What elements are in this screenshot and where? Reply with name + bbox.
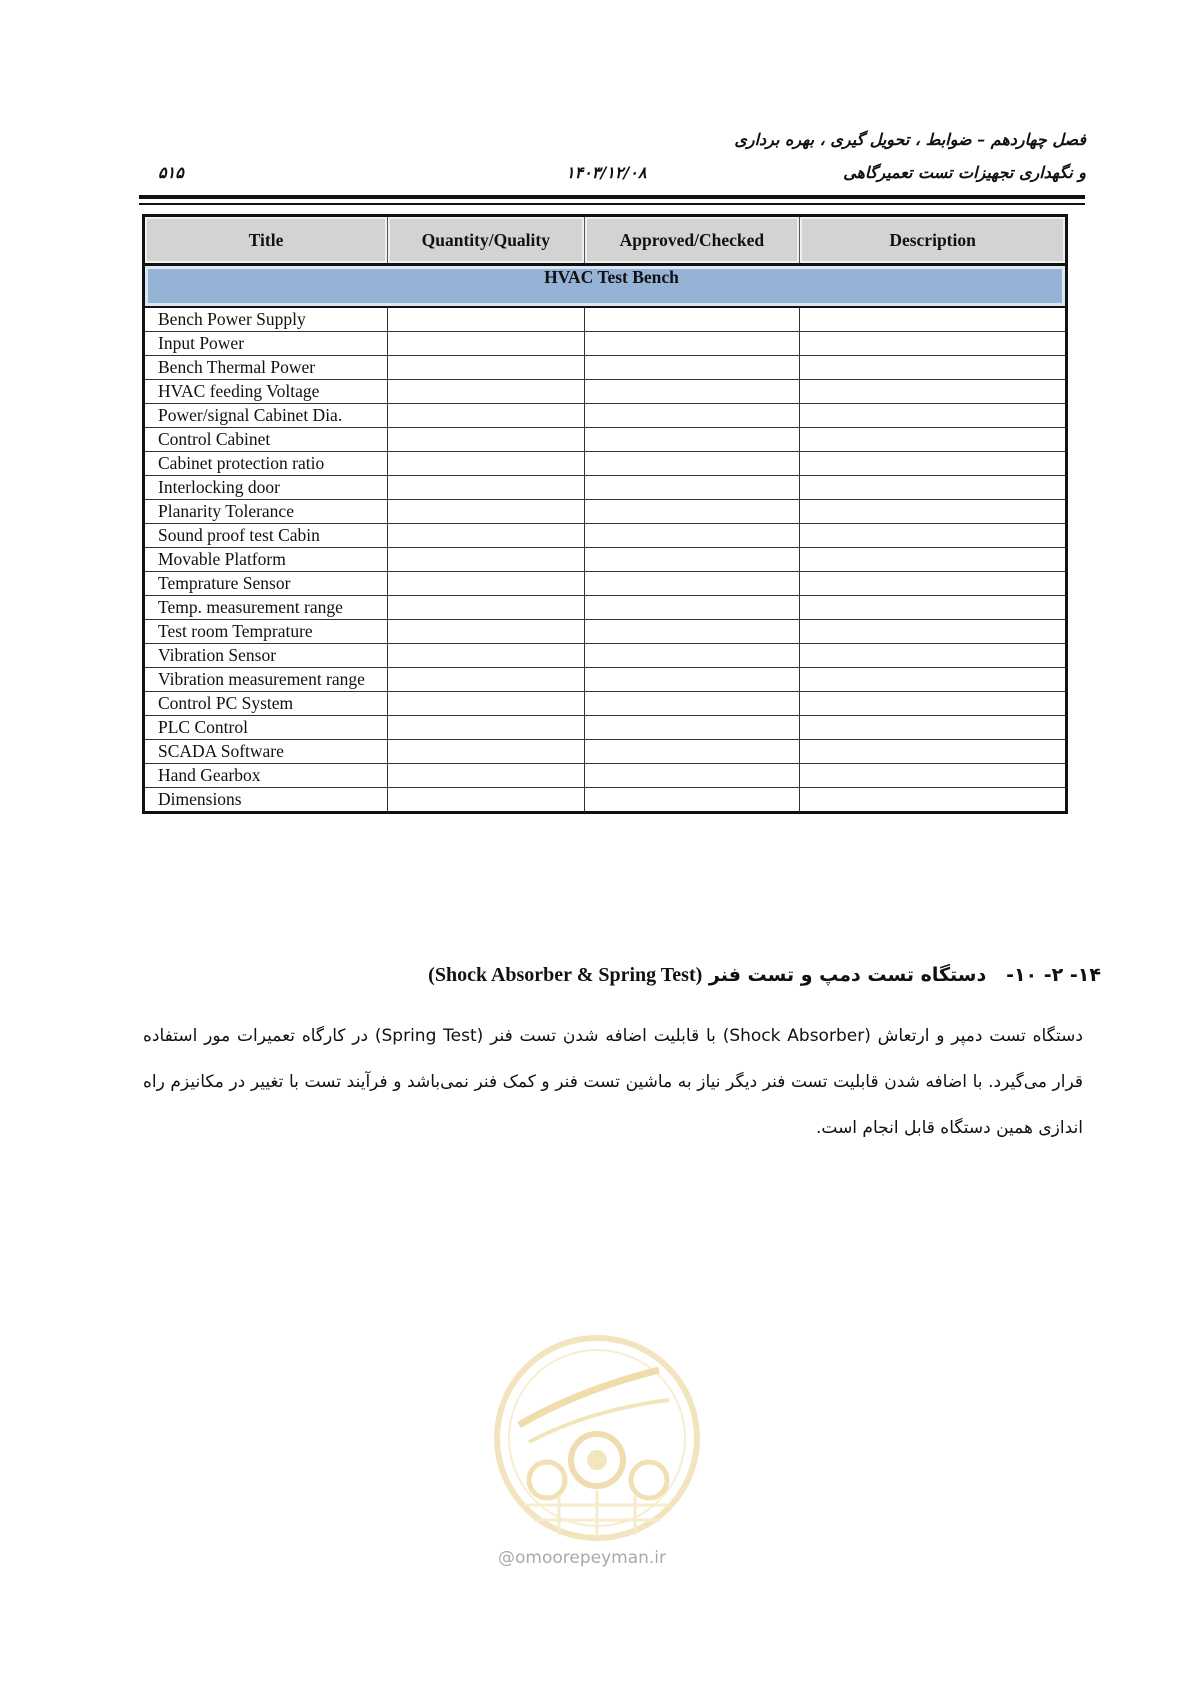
- empty-cell: [584, 500, 800, 524]
- table-row: [144, 716, 1067, 740]
- empty-cell: [584, 380, 800, 404]
- row-title: Interlocking door: [144, 476, 388, 500]
- table-header-row: [144, 216, 1067, 265]
- header-rule-thin: [139, 203, 1085, 205]
- empty-cell: [584, 476, 800, 500]
- empty-cell: [584, 620, 800, 644]
- empty-cell: [800, 356, 1067, 380]
- empty-cell: [800, 428, 1067, 452]
- empty-cell: [388, 332, 585, 356]
- empty-cell: [800, 524, 1067, 548]
- table-row: [144, 476, 1067, 500]
- row-title: Vibration measurement range: [144, 668, 388, 692]
- empty-cell: [584, 692, 800, 716]
- empty-cell: [388, 596, 585, 620]
- section-row: [144, 265, 1067, 308]
- empty-cell: [388, 572, 585, 596]
- empty-cell: [800, 404, 1067, 428]
- column-header-quantity: Quantity/Quality: [388, 216, 585, 265]
- empty-cell: [800, 452, 1067, 476]
- column-header-approved: Approved/Checked: [584, 216, 800, 265]
- empty-cell: [584, 572, 800, 596]
- empty-cell: [388, 428, 585, 452]
- empty-cell: [388, 740, 585, 764]
- empty-cell: [800, 692, 1067, 716]
- empty-cell: [388, 404, 585, 428]
- empty-cell: [388, 476, 585, 500]
- watermark-logo: [489, 1330, 705, 1546]
- empty-cell: [388, 692, 585, 716]
- empty-cell: [388, 548, 585, 572]
- section-body: دستگاه تست دمپر و ارتعاش (Shock Absorber) با قابلیت اضافه شدن تست فنر (Spring Test) در کارگاه تعمیرات مور استفاده قرار می‌گیرد. با اضافه شدن قابلیت تست فنر دیگر نیاز به ماشین تست فنر و کمک فنر نمی‌باشد و فرآیند تست با تغییر در مکانیزم راه اندازی همین دستگاه قابل انجام است.: [143, 1026, 1083, 1138]
- empty-cell: [584, 404, 800, 428]
- row-title: HVAC feeding Voltage: [144, 380, 388, 404]
- empty-cell: [800, 740, 1067, 764]
- chapter-title: فصل چهاردهم – ضوابط ، تحویل گیری ، بهره برداری: [734, 130, 1086, 149]
- column-header-title: Title: [144, 216, 388, 265]
- empty-cell: [584, 668, 800, 692]
- table-row: [144, 332, 1067, 356]
- section-number: ۱۴- ۲- ۱۰-: [1006, 964, 1101, 986]
- empty-cell: [800, 307, 1067, 332]
- spec-table: [142, 214, 1068, 814]
- table-row: [144, 452, 1067, 476]
- empty-cell: [388, 452, 585, 476]
- table-row: [144, 740, 1067, 764]
- table-row: [144, 548, 1067, 572]
- table-row: [144, 620, 1067, 644]
- row-title: Bench Power Supply: [144, 307, 388, 332]
- empty-cell: [388, 380, 585, 404]
- empty-cell: [800, 644, 1067, 668]
- empty-cell: [800, 548, 1067, 572]
- empty-cell: [584, 788, 800, 813]
- row-title: SCADA Software: [144, 740, 388, 764]
- empty-cell: [800, 500, 1067, 524]
- table-row: [144, 644, 1067, 668]
- row-title: Input Power: [144, 332, 388, 356]
- empty-cell: [388, 644, 585, 668]
- section-heading: [428, 964, 1101, 987]
- empty-cell: [584, 332, 800, 356]
- table-row: [144, 788, 1067, 813]
- empty-cell: [584, 740, 800, 764]
- empty-cell: [388, 716, 585, 740]
- table-row: [144, 596, 1067, 620]
- table-row: [144, 380, 1067, 404]
- section-title-en: (Shock Absorber & Spring Test): [428, 964, 703, 986]
- empty-cell: [800, 476, 1067, 500]
- empty-cell: [388, 764, 585, 788]
- empty-cell: [584, 356, 800, 380]
- table-row: [144, 692, 1067, 716]
- chapter-subtitle: و نگهداری تجهیزات تست تعمیرگاهی: [843, 163, 1086, 182]
- page-number: ۵۱۵: [158, 163, 184, 182]
- empty-cell: [800, 380, 1067, 404]
- empty-cell: [800, 764, 1067, 788]
- table-row: [144, 764, 1067, 788]
- row-title: Control Cabinet: [144, 428, 388, 452]
- table-row: [144, 524, 1067, 548]
- row-title: Hand Gearbox: [144, 764, 388, 788]
- empty-cell: [800, 572, 1067, 596]
- empty-cell: [584, 716, 800, 740]
- section-title: HVAC Test Bench: [144, 265, 1067, 308]
- header-rule-thick: [139, 195, 1085, 199]
- empty-cell: [584, 644, 800, 668]
- empty-cell: [800, 596, 1067, 620]
- empty-cell: [388, 307, 585, 332]
- empty-cell: [584, 452, 800, 476]
- empty-cell: [800, 716, 1067, 740]
- empty-cell: [584, 524, 800, 548]
- table-row: [144, 356, 1067, 380]
- table-row: [144, 307, 1067, 332]
- table-row: [144, 500, 1067, 524]
- row-title: Temp. measurement range: [144, 596, 388, 620]
- empty-cell: [388, 788, 585, 813]
- header-date: ۱۴۰۳/۱۲/۰۸: [566, 163, 647, 182]
- table-row: [144, 404, 1067, 428]
- empty-cell: [800, 332, 1067, 356]
- empty-cell: [584, 764, 800, 788]
- empty-cell: [800, 668, 1067, 692]
- watermark-url: @omoorepeyman.ir: [498, 1548, 667, 1568]
- section-title-fa: دستگاه تست دمپ و تست فنر: [708, 964, 987, 986]
- empty-cell: [388, 524, 585, 548]
- empty-cell: [584, 428, 800, 452]
- table-row: [144, 572, 1067, 596]
- empty-cell: [800, 620, 1067, 644]
- empty-cell: [388, 620, 585, 644]
- row-title: Movable Platform: [144, 548, 388, 572]
- row-title: Sound proof test Cabin: [144, 524, 388, 548]
- table-row: [144, 668, 1067, 692]
- row-title: Cabinet protection ratio: [144, 452, 388, 476]
- table-row: [144, 428, 1067, 452]
- row-title: Power/signal Cabinet Dia.: [144, 404, 388, 428]
- empty-cell: [388, 500, 585, 524]
- row-title: Planarity Tolerance: [144, 500, 388, 524]
- column-header-description: Description: [800, 216, 1067, 265]
- empty-cell: [800, 788, 1067, 813]
- empty-cell: [584, 596, 800, 620]
- empty-cell: [388, 668, 585, 692]
- empty-cell: [584, 548, 800, 572]
- row-title: Temprature Sensor: [144, 572, 388, 596]
- empty-cell: [584, 307, 800, 332]
- row-title: Control PC System: [144, 692, 388, 716]
- row-title: Bench Thermal Power: [144, 356, 388, 380]
- row-title: Test room Temprature: [144, 620, 388, 644]
- row-title: Vibration Sensor: [144, 644, 388, 668]
- row-title: PLC Control: [144, 716, 388, 740]
- empty-cell: [388, 356, 585, 380]
- row-title: Dimensions: [144, 788, 388, 813]
